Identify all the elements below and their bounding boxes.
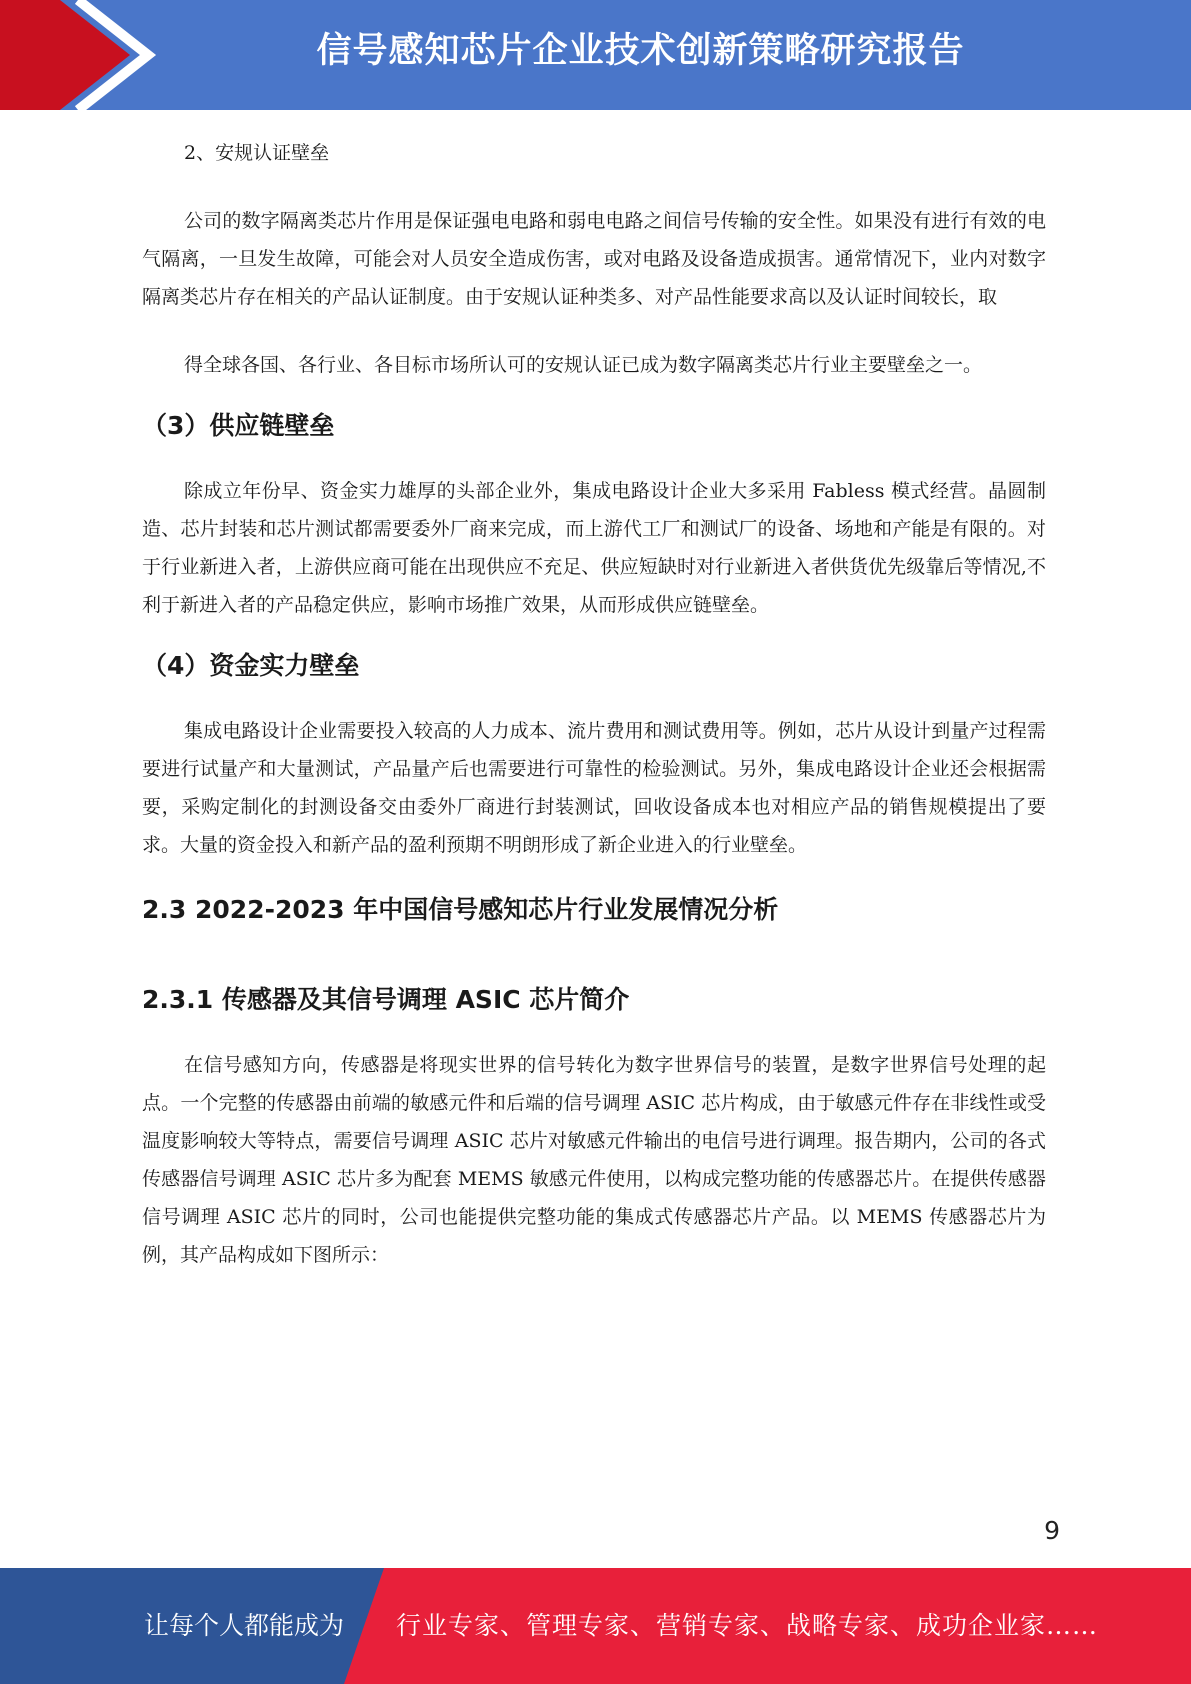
section-heading-2-3: 2.3 2022-2023 年中国信号感知芯片行业发展情况分析 xyxy=(142,895,779,924)
section-heading-2-3-1: 2.3.1 传感器及其信号调理 ASIC 芯片简介 xyxy=(142,985,630,1014)
heading-capital-barrier: （4）资金实力壁垒 xyxy=(142,651,360,680)
report-title: 信号感知芯片企业技术创新策略研究报告 xyxy=(316,31,965,71)
paragraph: 公司的数字隔离类芯片作用是保证强电电路和弱电电路之间信号传输的安全性。如果没有进行有效的电气隔离，一旦发生故障，可能会对人员安全造成伤害，或对电路及设备造成损害。通常情况下，业内对数字隔离类芯片存在相关的产品认证制度。由于安规认证种类多、对产品性能要求高以及认证时间较长，取 xyxy=(142,210,1046,308)
paragraph: 得全球各国、各行业、各目标市场所认可的安规认证已成为数字隔离类芯片行业主要壁垒之一。 xyxy=(184,354,983,376)
page-header xyxy=(0,0,1191,110)
document-body xyxy=(142,134,1046,1274)
footer-slogan-left: 让每个人都能成为 xyxy=(144,1611,345,1640)
footer-slogan-right: 行业专家、管理专家、营销专家、战略专家、成功企业家…… xyxy=(396,1611,1099,1640)
heading-supply-chain-barrier: （3）供应链壁垒 xyxy=(142,411,335,440)
paragraph: 集成电路设计企业需要投入较高的人力成本、流片费用和测试费用等。例如，芯片从设计到量产过程需要进行试量产和大量测试，产品量产后也需要进行可靠性的检验测试。另外，集成电路设计企业还会根据需要，采购定制化的封测设备交由委外厂商进行封装测试，回收设备成本也对相应产品的销售规模提出了要求。大量的资金投入和新产品的盈利预期不明朗形成了新企业进入的行业壁垒。 xyxy=(142,720,1046,856)
subsection-heading-safety-certification: 2、安规认证壁垒 xyxy=(184,142,330,164)
page-number: 9 xyxy=(1044,1516,1060,1545)
page-footer xyxy=(0,1568,1191,1684)
paragraph: 除成立年份早、资金实力雄厚的头部企业外，集成电路设计企业大多采用 Fabless 模式经营。晶圆制造、芯片封装和芯片测试都需要委外厂商来完成，而上游代工厂和测试厂的设备、场地和产能是有限的。对于行业新进入者，上游供应商可能在出现供应不充足、供应短缺时对行业新进入者供货优先级靠后等情况,不利于新进入者的产品稳定供应，影响市场推广效果，从而形成供应链壁垒。 xyxy=(142,480,1046,616)
paragraph: 在信号感知方向，传感器是将现实世界的信号转化为数字世界信号的装置，是数字世界信号处理的起点。一个完整的传感器由前端的敏感元件和后端的信号调理 ASIC 芯片构成，由于敏感元件存在非线性或受温度影响较大等特点，需要信号调理 ASIC 芯片对敏感元件输出的电信号进行调理。报告期内，公司的各式传感器信号调理 ASIC 芯片多为配套 MEMS 敏感元件使用，以构成完整功能的传感器芯片。在提供传感器信号调理 ASIC 芯片的同时，公司也能提供完整功能的集成式传感器芯片产品。以 MEMS 传感器芯片为例，其产品构成如下图所示： xyxy=(142,1054,1046,1266)
